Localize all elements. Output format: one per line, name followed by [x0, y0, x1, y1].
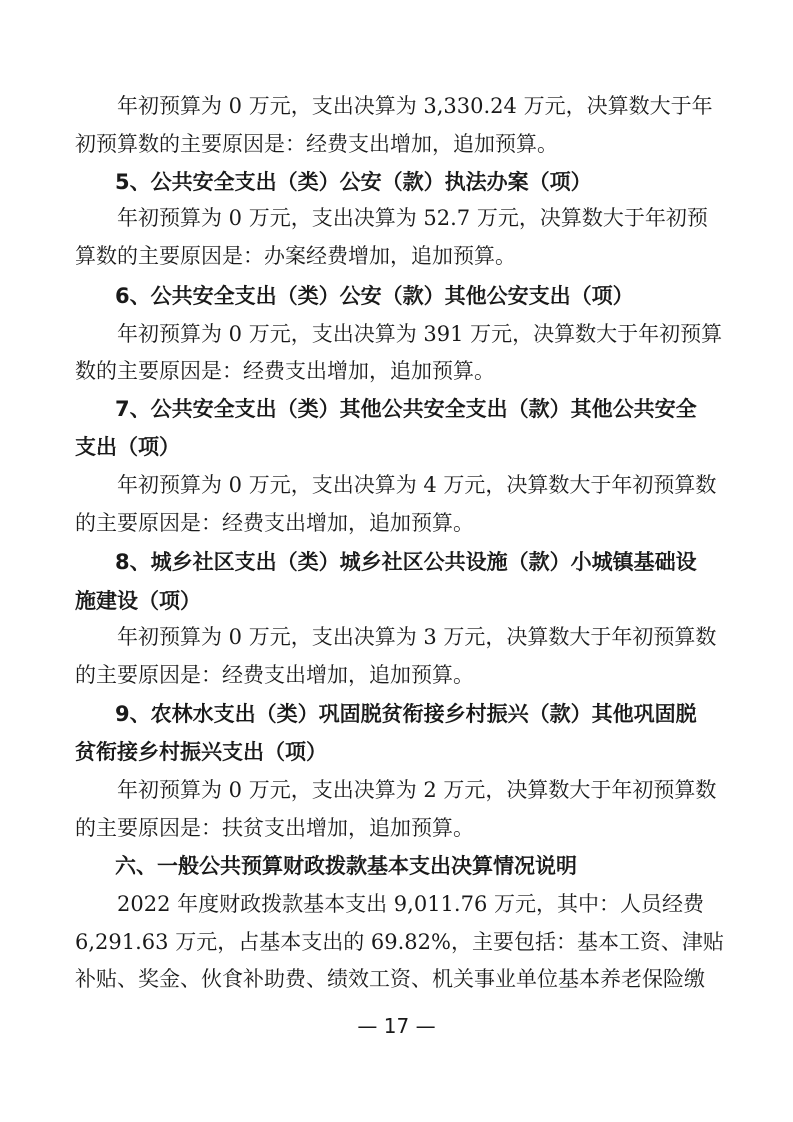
body-line: 初预算数的主要原因是：经费支出增加，追加预算。 — [75, 132, 558, 156]
chapter-heading-6: 六、一般公共预算财政拨款基本支出决算情况说明 — [115, 854, 577, 878]
body-line: 年初预算为 0 万元，支出决算为 4 万元，决算数大于年初预算数 — [117, 473, 717, 497]
body-line: 的主要原因是：经费支出增加，追加预算。 — [75, 511, 474, 535]
section-heading-7-cont: 支出（项） — [75, 435, 180, 459]
body-line: 2022 年度财政拨款基本支出 9,011.76 万元，其中：人员经费 — [117, 892, 704, 916]
body-line: 6,291.63 万元，占基本支出的 69.82%，主要包括：基本工资、津贴 — [75, 930, 724, 954]
body-line: 的主要原因是：经费支出增加，追加预算。 — [75, 663, 474, 687]
section-heading-5: 5、公共安全支出（类）公安（款）执法办案（项） — [115, 170, 592, 194]
page-number: — 17 — — [357, 1014, 436, 1038]
body-line: 的主要原因是：扶贫支出增加，追加预算。 — [75, 816, 474, 840]
body-line: 补贴、奖金、伙食补助费、绩效工资、机关事业单位基本养老保险缴 — [75, 967, 705, 991]
body-line: 年初预算为 0 万元，支出决算为 3 万元，决算数大于年初预算数 — [117, 625, 717, 649]
section-heading-9-cont: 贫衔接乡村振兴支出（项） — [75, 740, 327, 764]
section-heading-7: 7、公共安全支出（类）其他公共安全支出（款）其他公共安全 — [115, 397, 697, 421]
body-line: 年初预算为 0 万元，支出决算为 2 万元，决算数大于年初预算数 — [117, 778, 717, 802]
section-heading-9: 9、农林水支出（类）巩固脱贫衔接乡村振兴（款）其他巩固脱 — [115, 702, 697, 726]
body-line: 数的主要原因是：经费支出增加，追加预算。 — [75, 359, 495, 383]
body-line: 年初预算为 0 万元，支出决算为 391 万元，决算数大于年初预算 — [117, 322, 723, 346]
section-heading-8-cont: 施建设（项） — [75, 589, 201, 613]
section-heading-8: 8、城乡社区支出（类）城乡社区公共设施（款）小城镇基础设 — [115, 550, 697, 574]
body-line: 年初预算为 0 万元，支出决算为 3,330.24 万元，决算数大于年 — [117, 94, 713, 118]
body-line: 算数的主要原因是：办案经费增加，追加预算。 — [75, 244, 516, 268]
body-line: 年初预算为 0 万元，支出决算为 52.7 万元，决算数大于年初预 — [117, 206, 708, 230]
section-heading-6: 6、公共安全支出（类）公安（款）其他公安支出（项） — [115, 284, 634, 308]
